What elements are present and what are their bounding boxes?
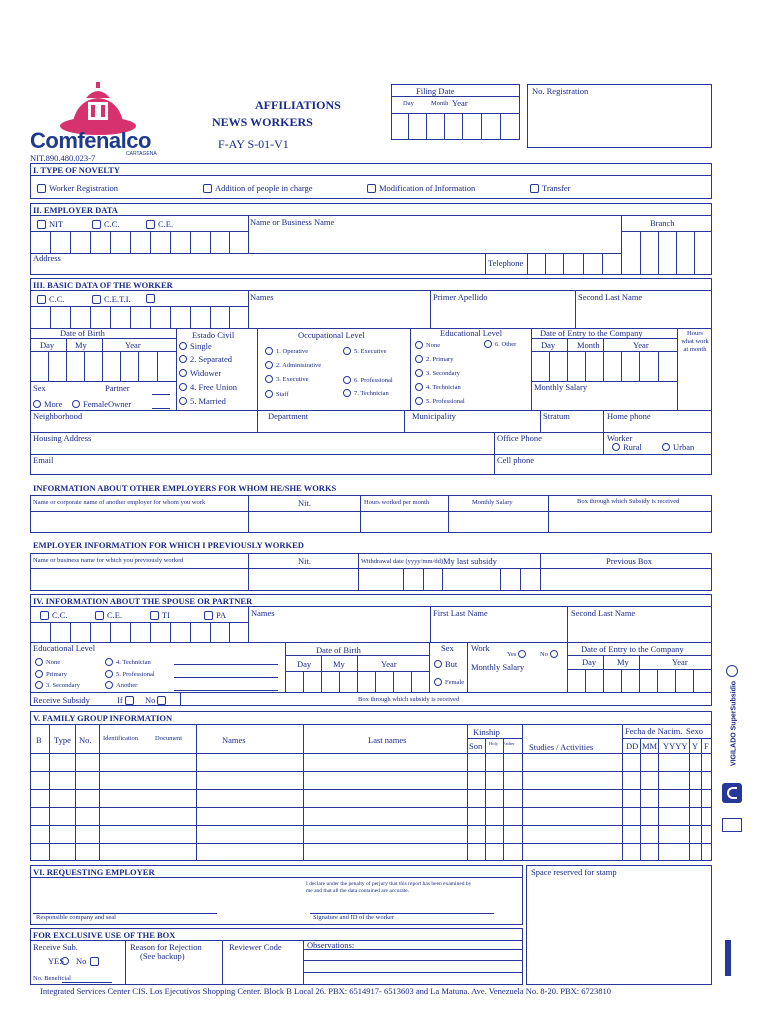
spouse-entry-month: My <box>617 657 629 667</box>
spouse-dob-label: Date of Birth <box>316 645 361 655</box>
option-label: PA <box>216 610 227 620</box>
radio[interactable] <box>35 670 43 678</box>
receive-sub-label: Receive Sub. <box>33 942 78 952</box>
spouse-edu-secondary[interactable] <box>35 681 80 689</box>
spouse-ti-option[interactable] <box>150 610 170 620</box>
dob-label: Date of Birth <box>60 328 105 338</box>
family-col-sex: Sexo <box>686 726 703 736</box>
family-col-yyyy: YYYY <box>663 741 688 751</box>
checkbox[interactable] <box>90 957 99 966</box>
option-label: 1. Operative <box>276 347 309 355</box>
municipality-label: Municipality <box>412 411 456 421</box>
option-worker-registration[interactable] <box>37 183 118 193</box>
prev-col-name: Name or business name for which you previously worked <box>33 557 184 564</box>
option-label: More <box>44 399 63 409</box>
family-col-names: Names <box>222 735 246 745</box>
spouse-dob-year: Year <box>381 659 397 669</box>
receive-subsidy-label: Receive Subsidy <box>33 695 90 705</box>
filing-month-label: Month <box>431 100 449 107</box>
prev-col-box: Previous Box <box>606 556 653 566</box>
other-col-salary: Monthly Salary <box>472 499 513 506</box>
receive-sub-no[interactable] <box>76 956 102 966</box>
option-label: 6. Professional <box>354 376 393 384</box>
spouse-entry-day: Day <box>582 657 597 667</box>
spouse-edu-another[interactable] <box>105 681 137 689</box>
worker-cc-option[interactable] <box>37 294 65 304</box>
entry-day-label: Day <box>541 340 556 350</box>
section-novelty <box>30 163 712 199</box>
edu-professional[interactable] <box>415 397 465 405</box>
vigilado-text: VIGILADO SuperSubsidio <box>730 680 738 767</box>
checkbox[interactable] <box>92 220 101 229</box>
option-label: 3. Secondary <box>426 369 460 377</box>
spouse-edu-label: Educational Level <box>33 643 96 653</box>
civil-separated[interactable] <box>179 354 232 364</box>
employer-nit-option[interactable] <box>37 219 63 229</box>
address-label: Address <box>33 253 61 263</box>
subsidy-if-option[interactable] <box>117 695 137 705</box>
observations-label: Observations: <box>307 940 355 950</box>
spouse-names-label: Names <box>251 608 275 618</box>
footer-text: Integrated Services Center CIS. Los Ejecutivos Shopping Center. Block B Local 26. PBX: 6514917- 6513603 and La Matuna. Ave. Venezuela No. 8-20. PBX: 6723810 <box>40 986 611 996</box>
spouse-edu-primary[interactable] <box>35 670 67 678</box>
sex-female-option[interactable] <box>72 399 108 409</box>
option-transfer[interactable] <box>530 183 571 193</box>
option-label: YES <box>48 956 65 966</box>
spouse-edu-professional[interactable] <box>105 670 155 678</box>
entry-month-label: Month <box>577 340 600 350</box>
partner-label: Partner <box>105 383 130 393</box>
sex-label: Sex <box>33 383 46 393</box>
zone-rural[interactable] <box>612 442 642 452</box>
radio[interactable] <box>415 341 423 349</box>
form-title-1: AFFILIATIONS <box>255 98 341 112</box>
checkbox[interactable] <box>150 611 159 620</box>
option-addition[interactable] <box>203 183 313 193</box>
spouse-work-yes[interactable] <box>507 650 529 658</box>
prev-col-last-subsidy: My last subsidy <box>443 556 497 566</box>
checkbox[interactable] <box>37 220 46 229</box>
occ-executive-5[interactable] <box>343 347 387 355</box>
worker-salary-label: Monthly Salary <box>534 382 588 392</box>
option-label: Worker Registration <box>49 183 118 193</box>
family-col-f: F <box>704 741 709 751</box>
novelty-title: I. TYPE OF NOVELTY <box>33 165 121 175</box>
checkbox[interactable] <box>146 220 155 229</box>
option-label: Staff <box>276 390 289 398</box>
spouse-entry-label: Date of Entry to the Company <box>581 644 684 654</box>
option-label: C.C. <box>104 219 120 229</box>
worker-zone-label: Worker <box>607 433 633 443</box>
educational-label: Educational Level <box>440 328 503 338</box>
other-col-box: Box through which Subsidy is received <box>577 498 680 505</box>
option-label: If <box>117 695 123 705</box>
checkbox[interactable] <box>146 294 155 303</box>
spouse-ce-option[interactable] <box>95 610 122 620</box>
home-phone-label: Home phone <box>607 411 651 421</box>
radio[interactable] <box>105 658 113 666</box>
office-phone-label: Office Phone <box>497 433 542 443</box>
option-label: 5. Executive <box>354 347 387 355</box>
option-label: Addition of people in charge <box>215 183 313 193</box>
option-label: C.E. <box>158 219 174 229</box>
cell-phone-label: Cell phone <box>497 455 535 465</box>
radio[interactable] <box>662 443 670 451</box>
reviewer-code-label: Reviewer Code <box>229 942 282 952</box>
radio[interactable] <box>179 397 187 405</box>
option-label: 6. Other <box>495 340 517 348</box>
family-col-studies: Studies / Activities <box>529 742 594 752</box>
occ-executive-3[interactable] <box>265 375 309 383</box>
hours-label: Hours what work at month <box>681 330 709 353</box>
option-label: C.C. <box>49 294 65 304</box>
edu-other[interactable] <box>484 340 516 348</box>
family-col-y: Y <box>692 741 699 751</box>
checkbox[interactable] <box>37 184 46 193</box>
radio[interactable] <box>35 658 43 666</box>
spouse-sex-label: Sex <box>441 643 454 653</box>
radio[interactable] <box>61 957 69 965</box>
form-title-2: NEWS WORKERS <box>212 115 313 129</box>
option-label: 5. Professional <box>116 670 155 678</box>
occ-staff[interactable] <box>265 390 289 398</box>
option-label: Female <box>83 399 109 409</box>
neighborhood-label: Neighborhood <box>33 411 83 421</box>
family-col-document: Document <box>155 735 183 742</box>
radio[interactable] <box>343 389 351 397</box>
other-col-hours: Hours worked per month <box>364 499 430 506</box>
radio[interactable] <box>415 369 423 377</box>
other-col-nit: Nit. <box>298 498 311 508</box>
option-label: C.E. <box>107 610 123 620</box>
worker-ceti-option[interactable] <box>92 294 131 304</box>
spouse-dob-month: My <box>333 659 345 669</box>
civil-single[interactable] <box>179 341 212 351</box>
option-label: Modification of Information <box>379 183 476 193</box>
option-label: 5. Married <box>190 396 226 406</box>
edu-primary[interactable] <box>415 355 453 363</box>
option-label: Rural <box>623 442 642 452</box>
radio[interactable] <box>72 400 80 408</box>
spouse-edu-none[interactable] <box>35 658 60 666</box>
family-col-lastnames: Last names <box>368 735 407 745</box>
previous-employer-title: EMPLOYER INFORMATION FOR WHICH I PREVIOUSLY WORKED <box>33 540 304 550</box>
spouse-entry-year: Year <box>672 657 688 667</box>
housing-address-label: Housing Address <box>33 433 92 443</box>
spouse-sex-male[interactable] <box>434 659 457 669</box>
radio[interactable] <box>434 678 442 686</box>
radio[interactable] <box>33 400 41 408</box>
civil-widower[interactable] <box>179 368 221 378</box>
option-label: But <box>445 659 458 669</box>
spouse-dob-day: Day <box>297 659 312 669</box>
radio[interactable] <box>105 670 113 678</box>
worker-signature-label: Signature and ID of the worker <box>313 914 395 921</box>
edu-secondary[interactable] <box>415 369 460 377</box>
option-label: 4. Free Union <box>190 382 237 392</box>
radio[interactable] <box>265 361 273 369</box>
option-label: 4. Technician <box>116 658 151 666</box>
department-label: Department <box>268 411 309 421</box>
worker-names-label: Names <box>250 292 274 302</box>
radio[interactable] <box>550 650 558 658</box>
filing-year-label: Year <box>452 98 468 108</box>
sex-male-option[interactable] <box>33 399 62 409</box>
option-label: Widower <box>190 368 222 378</box>
subsidy-no-option[interactable] <box>145 695 169 705</box>
spouse-work-label: Work <box>471 643 490 653</box>
option-label: Transfer <box>542 183 571 193</box>
comfenalco-logo <box>28 80 168 160</box>
entry-year-label: Year <box>633 340 649 350</box>
family-col-dd: DD <box>626 741 639 751</box>
employer-ce-option[interactable] <box>146 219 173 229</box>
checkbox[interactable] <box>125 696 134 705</box>
radio[interactable] <box>434 660 442 668</box>
spouse-edu-technician[interactable] <box>105 658 151 666</box>
worker-lastname2-label: Second Last Name <box>578 292 643 302</box>
family-col-birthdate: Fecha de Nacim. <box>625 726 683 736</box>
occ-operative[interactable] <box>265 347 308 355</box>
zone-urban[interactable] <box>662 442 694 452</box>
radio[interactable] <box>415 383 423 391</box>
beneficial-no-label: No. Beneficial <box>33 975 71 982</box>
side-mark-icon <box>725 940 731 976</box>
radio[interactable] <box>612 443 620 451</box>
radio[interactable] <box>343 347 351 355</box>
dob-month-label: My <box>75 340 87 350</box>
stamp-label: Space reserved for stamp <box>531 867 617 877</box>
radio[interactable] <box>105 681 113 689</box>
radio[interactable] <box>265 390 273 398</box>
side-badge-icon <box>722 818 742 832</box>
radio[interactable] <box>343 376 351 384</box>
business-name-label: Name or Business Name <box>250 217 335 227</box>
option-label: Urban <box>673 442 695 452</box>
declaration-text: I declare under the penalty of perjury that this report has been examined by me and that all the data contained are accurate. <box>306 881 472 894</box>
option-label: 2. Administrative <box>276 361 322 369</box>
entry-date-label: Date of Entry to the Company <box>540 328 643 338</box>
side-seal-icon <box>722 783 742 803</box>
spouse-second-lastname-label: Second Last Name <box>571 608 636 618</box>
requesting-employer-title: VI. REQUESTING EMPLOYER <box>33 867 155 877</box>
registration-label: No. Registration <box>532 86 589 96</box>
checkbox[interactable] <box>530 184 539 193</box>
option-label: Yes <box>507 650 517 658</box>
spouse-pa-option[interactable] <box>204 610 226 620</box>
option-label: C.C. <box>52 610 68 620</box>
radio[interactable] <box>484 340 492 348</box>
radio[interactable] <box>179 342 187 350</box>
radio[interactable] <box>179 355 187 363</box>
option-label: 3. Executive <box>276 375 309 383</box>
checkbox[interactable] <box>157 696 166 705</box>
form-code: F-AY S-01-V1 <box>218 137 289 151</box>
spouse-work-no[interactable] <box>540 650 561 658</box>
option-label: 4. Technician <box>426 383 461 391</box>
family-col-holy: Holy <box>489 741 498 746</box>
responsible-company-label: Responsible company and seal <box>36 914 116 921</box>
option-label: C.E.T.I. <box>104 294 131 304</box>
family-col-son: Son <box>469 741 483 751</box>
radio[interactable] <box>265 375 273 383</box>
option-label: 2. Separated <box>190 354 233 364</box>
brand-sub: CARTAGENA <box>126 151 157 157</box>
occupational-label: Occupational Level <box>298 330 365 340</box>
family-col-no: No. <box>79 735 92 745</box>
option-label: No <box>76 956 87 966</box>
civil-free-union[interactable] <box>179 382 237 392</box>
branch-label: Branch <box>650 218 675 228</box>
civil-status-label: Estado Civil <box>192 330 235 340</box>
option-label: Female <box>445 678 465 686</box>
radio[interactable] <box>179 383 187 391</box>
receive-sub-yes[interactable] <box>48 956 72 966</box>
option-label: 7. Technician <box>354 389 389 397</box>
rejection-reason-label: Reason for Rejection <box>130 942 202 952</box>
spouse-sex-female[interactable] <box>434 678 464 686</box>
stratum-label: Stratum <box>543 411 570 421</box>
radio[interactable] <box>265 347 273 355</box>
owner-label: Owner <box>108 399 132 409</box>
option-label: 2. Primary <box>426 355 454 363</box>
nit-text: NIT.890.480.023-7 <box>30 153 96 163</box>
family-title: V. FAMILY GROUP INFORMATION <box>33 713 173 723</box>
option-label: None <box>426 341 441 349</box>
section-family <box>30 711 712 861</box>
brand-name: Comfenalco <box>30 128 151 153</box>
checkbox[interactable] <box>203 184 212 193</box>
occ-administrative[interactable] <box>265 361 321 369</box>
option-label: Single <box>190 341 212 351</box>
family-col-mm: MM <box>642 741 658 751</box>
edu-none[interactable] <box>415 341 440 349</box>
radio[interactable] <box>35 681 43 689</box>
spouse-title: IV. INFORMATION ABOUT THE SPOUSE OR PARTNER <box>33 596 253 606</box>
family-col-b: B <box>36 735 42 745</box>
worker-extra-option[interactable] <box>146 294 158 303</box>
filing-date-label: Filing Date <box>416 86 455 96</box>
spouse-first-lastname-label: First Last Name <box>433 608 488 618</box>
option-label: NIT <box>49 219 64 229</box>
prev-col-withdrawal: Withdrawal date (yyyy/mm/dd) <box>361 558 444 565</box>
edu-technician[interactable] <box>415 383 461 391</box>
spouse-cc-option[interactable] <box>40 610 68 620</box>
employer-cc-option[interactable] <box>92 219 120 229</box>
checkbox[interactable] <box>37 295 46 304</box>
occ-professional[interactable] <box>343 376 393 384</box>
family-col-kinship: Kinship <box>473 727 500 737</box>
checkbox[interactable] <box>367 184 376 193</box>
checkbox[interactable] <box>204 611 213 620</box>
worker-lastname1-label: Primer Apellido <box>433 292 488 302</box>
radio[interactable] <box>415 397 423 405</box>
other-employers-title: INFORMATION ABOUT OTHER EMPLOYERS FOR WHOM HE/SHE WORKS <box>33 483 337 493</box>
stamp-space <box>526 865 712 985</box>
worker-title: III. BASIC DATA OF THE WORKER <box>33 280 173 290</box>
section-employer <box>30 203 712 275</box>
option-label: Another <box>116 681 138 689</box>
option-label: 3. Secondary <box>46 681 80 689</box>
telephone-label: Telephone <box>488 258 524 268</box>
option-label: None <box>46 658 61 666</box>
box-use-title: FOR EXCLUSIVE USE OF THE BOX <box>33 930 176 940</box>
radio[interactable] <box>179 369 187 377</box>
employer-title: II. EMPLOYER DATA <box>33 205 118 215</box>
option-label: 5. Professional <box>426 397 465 405</box>
checkbox[interactable] <box>95 611 104 620</box>
see-backup-label: (See backup) <box>140 951 185 961</box>
option-label: Primary <box>46 670 67 678</box>
checkbox[interactable] <box>40 611 49 620</box>
other-col-name: Name or corporate name of another employer for whom you work <box>33 499 206 506</box>
spouse-salary-label: Monthly Salary <box>471 662 525 672</box>
radio[interactable] <box>518 650 526 658</box>
option-label: TI <box>162 610 171 620</box>
radio[interactable] <box>415 355 423 363</box>
checkbox[interactable] <box>92 295 101 304</box>
family-col-identification: Identification <box>103 735 139 742</box>
dob-year-label: Year <box>125 340 141 350</box>
dob-day-label: Day <box>40 340 55 350</box>
family-col-type: Type <box>54 735 71 745</box>
family-col-father: Father <box>503 741 515 746</box>
option-modification[interactable] <box>367 183 475 193</box>
option-label: No <box>145 695 156 705</box>
spouse-box-label: Box through which subsidy is received <box>358 696 460 703</box>
civil-married[interactable] <box>179 396 226 406</box>
email-label: Email <box>33 455 54 465</box>
prev-col-nit: Nit. <box>298 556 311 566</box>
filing-day-label: Day <box>403 100 414 107</box>
occ-technician[interactable] <box>343 389 389 397</box>
option-label: No <box>540 650 548 658</box>
